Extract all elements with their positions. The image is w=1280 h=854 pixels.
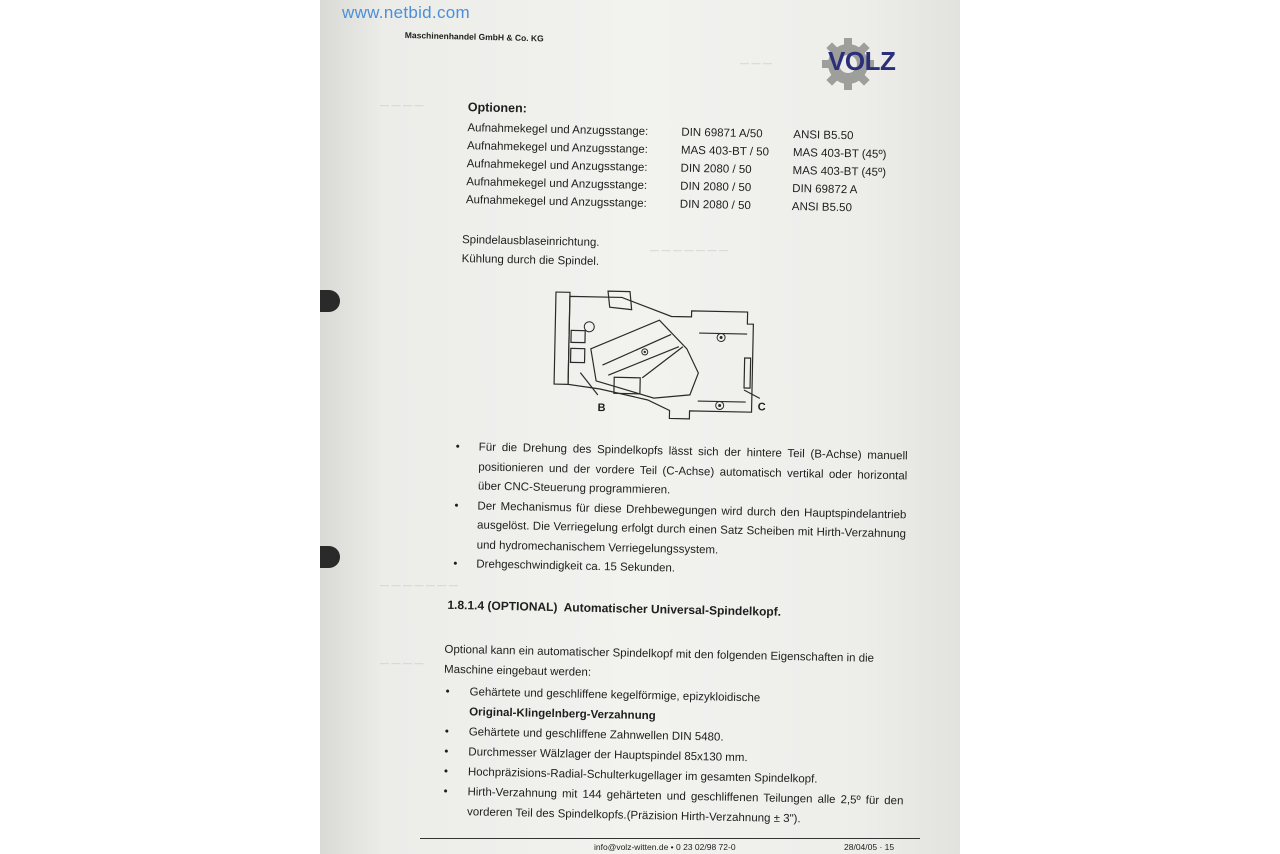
list-item: • Der Mechanismus für diese Drehbewegungen wird durch den Hauptspindelantrieb ausgelöst. Die Verriegelung erfolgt durch einen Satz Scheiben mit Hirth-Verzahnung und hydromechanischem Verriegelungssystem. (454, 499, 907, 557)
list-item: • Durchmesser Wälzlager der Hauptspindel 85x130 mm. (444, 745, 748, 765)
list-item-text: Gehärtete und geschliffene Zahnwellen DIN 5480. (468, 726, 724, 744)
option-standard-alt: MAS 403-BT (45º) (792, 146, 887, 161)
company-name: Maschinenhandel GmbH & Co. KG (404, 30, 544, 44)
option-label: Aufnahmekegel und Anzugsstange: (466, 140, 649, 156)
list-item: • Gehärtete und geschliffene kegelförmige, epizykloidische Original-Klingelnberg-Verzahnung (445, 685, 761, 723)
option-standard: DIN 2080 / 50 (680, 180, 752, 195)
option-extra: Kühlung durch die Spindel. (461, 253, 600, 268)
section-number: 1.8.1.4 (447, 597, 485, 613)
bleed-through-text: — — — — — — — (650, 245, 729, 255)
feature-list (450, 438, 908, 584)
option-label: Aufnahmekegel und Anzugsstange: (467, 122, 649, 138)
option-standard: MAS 403-BT / 50 (680, 144, 770, 159)
option-label: Aufnahmekegel und Anzugsstange: (466, 158, 648, 174)
footer-divider (420, 838, 920, 839)
list-item: • Für die Drehung des Spindelkopfs lässt sich der hintere Teil (B-Achse) manuell positionieren und der vordere Teil (C-Achse) automatisch vertikal oder horizontal über CNC-Steuerung programmieren. (455, 440, 908, 497)
list-item-text: Durchmesser Wälzlager der Hauptspindel 85x130 mm. (468, 746, 748, 765)
option-standard-alt: DIN 69872 A (792, 182, 858, 197)
axis-label-b: B (597, 401, 606, 415)
spindle-head-drawing (549, 284, 772, 429)
list-item: • Gehärtete und geschliffene Zahnwellen DIN 5480. (444, 725, 724, 744)
option-standard: DIN 69871 A/50 (681, 126, 763, 141)
axis-label-c: C (757, 401, 766, 414)
bleed-through-text: — — — — (380, 658, 424, 668)
list-item-text: Der Mechanismus für diese Drehbewegungen wird durch den Hauptspindelantrieb ausgelöst. Die Verriegelung erfolgt durch einen Satz Scheiben mit Hirth-Verzahnung und hydromechanischem Verriegelungssystem. (476, 499, 907, 557)
options-heading: Optionen: (467, 100, 528, 116)
document-page (320, 0, 960, 854)
option-standard-alt: MAS 403-BT (45º) (792, 164, 887, 179)
option-label: Aufnahmekegel und Anzugsstange: (466, 176, 648, 192)
option-standard: DIN 2080 / 50 (680, 162, 752, 177)
section-title: Automatischer Universal-Spindelkopf. (563, 600, 782, 619)
option-standard-alt: ANSI B5.50 (793, 128, 854, 143)
list-item-text: Für die Drehung des Spindelkopfs lässt sich der hintere Teil (B-Achse) manuell positionieren und der vordere Teil (C-Achse) automatisch vertikal oder horizontal über CNC-Steuerung programmieren. (477, 441, 908, 497)
list-item-text: Drehgeschwindigkeit ca. 15 Sekunden. (476, 558, 676, 575)
watermark: www.netbid.com (342, 3, 470, 22)
spindle-features-list (441, 682, 906, 832)
footer-page-number: 28/04/05 · 15 (844, 842, 895, 852)
list-item: • Hirth-Verzahnung mit 144 gehärteten und geschliffenen Teilungen alle 2,5º für den vorderen Teil des Spindelkopfs.(Präzision Hirth-Verzahnung ± 3"). (443, 785, 904, 826)
section-tag: (OPTIONAL) (487, 598, 558, 615)
logo-text: VOLZ (828, 46, 896, 76)
option-extra: Spindelausblaseinrichtung. (461, 234, 600, 249)
bleed-through-text: — — — (740, 58, 773, 68)
list-item: • Hochpräzisions-Radial-Schulterkugellager im gesamten Spindelkopf. (443, 765, 818, 786)
option-label: Aufnahmekegel und Anzugsstange: (465, 194, 647, 210)
option-standard: DIN 2080 / 50 (679, 198, 751, 213)
list-item: • Drehgeschwindigkeit ca. 15 Sekunden. (453, 557, 676, 575)
intro-paragraph: Optional kann ein automatischer Spindelkopf mit den folgenden Eigenschaften in die Maschine eingebaut werden: (443, 643, 875, 679)
option-standard-alt: ANSI B5.50 (791, 200, 853, 215)
list-item-text: Hirth-Verzahnung mit 144 gehärteten und geschliffenen Teilungen alle 2,5º für den vorderen Teil des Spindelkopfs.(Präzision Hirth-Verzahnung ± 3"). (466, 786, 904, 826)
bleed-through-text: — — — — — — — (380, 580, 459, 590)
footer-contact: info@volz-witten.de • 0 23 02/98 72-0 (594, 842, 736, 852)
section-heading (447, 598, 781, 619)
page-content (320, 0, 960, 854)
list-item-bold: Original-Klingelnberg-Verzahnung (469, 706, 656, 723)
list-item-text: Hochpräzisions-Radial-Schulterkugellager im gesamten Spindelkopf. (467, 766, 818, 786)
list-item-text: Gehärtete und geschliffene kegelförmige, epizykloidische (469, 686, 761, 705)
bleed-through-text: — — — — (380, 100, 424, 110)
